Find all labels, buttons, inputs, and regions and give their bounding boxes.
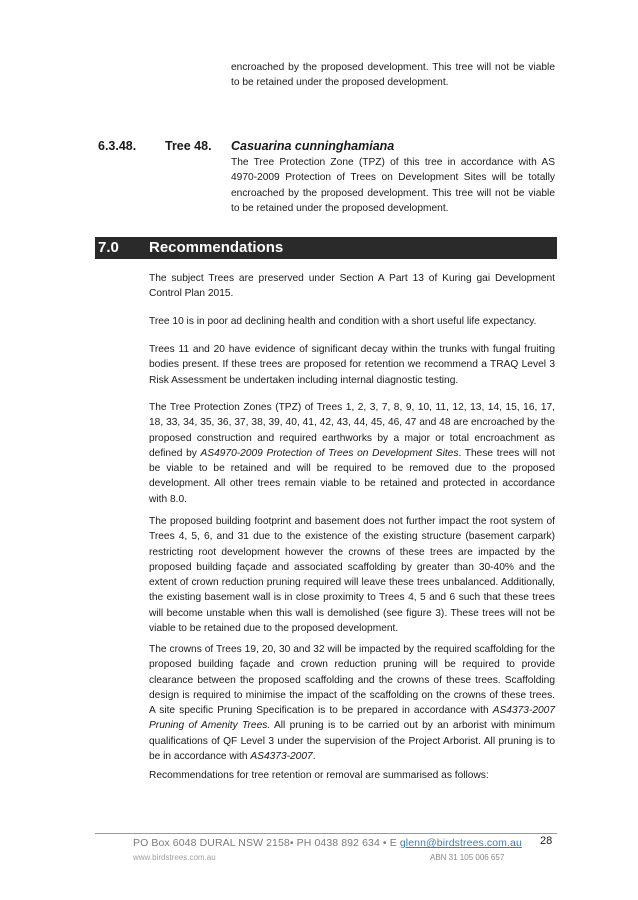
section-number: 6.3.48. [98,139,137,153]
standard-reference: AS4970-2009 Protection of Trees on Development Sites [200,447,459,459]
paragraph-summary-intro: Recommendations for tree retention or removal are summarised as follows: [149,770,489,781]
section-heading-number: 7.0 [98,239,119,256]
previous-tree-text: encroached by the proposed development. This tree will not be viable to be retained under the proposed development. [231,62,555,89]
paragraph-text: The crowns of Trees 19, 20, 30 and 32 will be impacted by the required scaffolding for the proposed building façade and crown reduction pruning will be required to provide clearance between the proposed scaffolding and the crowns of these trees. Scaffolding design is required to minimise the impact of the scaffolding on the crowns of these trees. A site specific Pruning Specification is to be prepared in accordance with [149,644,555,717]
paragraph-text: All pruning is to be carried out by an arborist with minimum qualifications of QF Level 3 under the supervision of the Project Arborist. All pruning is to be in accordance with [149,720,555,763]
footer-email-link[interactable]: glenn@birdstrees.com.au [399,837,522,849]
paragraph-tpz-encroachment [149,400,555,507]
page-number: 28 [540,835,553,847]
section-heading-title: Recommendations [149,239,284,256]
footer-website[interactable]: www.birdstrees.com.au [133,853,216,862]
tree-label: Tree 48. [165,139,212,153]
footer-address: PO Box 6048 DURAL NSW 2158• PH 0438 892 634 • E [133,837,400,849]
section-heading-banner [95,237,557,259]
footer-abn: ABN 31 105 006 657 [430,853,505,862]
paragraph-building-footprint: The proposed building footprint and basement does not further impact the root system of Trees 4, 5, 6, and 31 due to the existence of the existing structure (basement carpark) restricting root development however the crowns of these trees are impacted by the proposed building façade and associated scaffolding by greater than 30-40% and the extent of crown reduction pruning required will leave these trees unbalanced. Additionally, the existing basement wall is in close proximity to Trees 4, 5 and 6 such that these trees will become unstable when this wall is demolished (see figure 3). These trees will not be viable to be retained due to the proposed development. [149,516,555,635]
paragraph-text: . These trees will not be viable to be retained and will be required to be removed due to the proposed development. All other trees remain viable to be retained and protected in accordance with 8.0. [149,447,556,505]
tree-species: Casuarina cunninghamiana [231,139,395,153]
paragraph-tree-10: Tree 10 is in poor ad declining health and condition with a short useful life expectancy. [149,316,537,327]
footer-contact [133,837,522,849]
paragraph-text: . [312,751,316,763]
tree-48-description: The Tree Protection Zone (TPZ) of this tree in accordance with AS 4970-2009 Protection of Trees on Development Sites will be totally encroached by the proposed development. This tree will not be viable to be retained under the proposed development. [231,157,555,214]
standard-reference: AS4373-2007 Pruning of Amenity Trees. [149,705,555,732]
standard-reference: AS4373-2007 [250,751,313,763]
paragraph-text: The Tree Protection Zones (TPZ) of Trees 1, 2, 3, 7, 8, 9, 10, 11, 12, 13, 14, 15, 16, 17, 18, 33, 34, 35, 36, 37, 38, 39, 40, 41, 42, 43, 44, 45, 46, 47 and 48 are encroached by the proposed construction and required earthworks by a major or total encroachment as defined by [149,402,555,459]
paragraph-preservation: The subject Trees are preserved under Section A Part 13 of Kuring gai Development Control Plan 2015. [149,273,555,300]
paragraph-trees-11-20: Trees 11 and 20 have evidence of significant decay within the trunks with fungal fruiting bodies present. If these trees are proposed for retention we recommend a TRAQ Level 3 Risk Assessment be undertaken including internal diagnostic testing. [149,344,555,386]
paragraph-crown-pruning [149,642,555,764]
footer-divider [95,833,557,834]
